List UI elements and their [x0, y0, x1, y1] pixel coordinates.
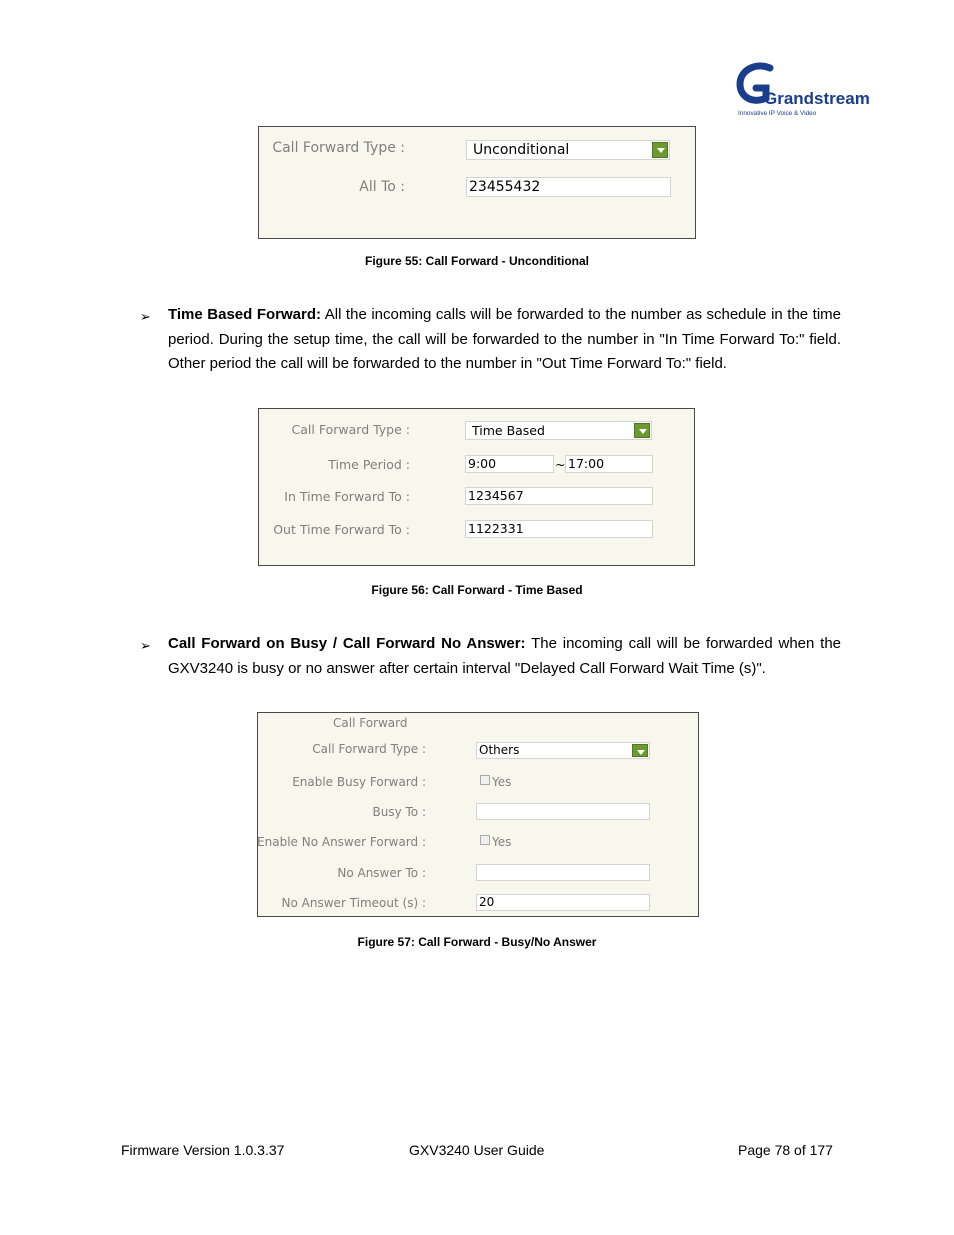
busy-no-answer-description	[168, 632, 841, 681]
call-forward-type-value: Others	[479, 743, 520, 757]
no-answer-to-input[interactable]	[476, 864, 650, 881]
call-forward-unconditional-panel	[258, 126, 696, 239]
no-answer-timeout-label: No Answer Timeout (s) :	[281, 896, 426, 910]
enable-busy-forward-option: Yes	[492, 775, 512, 789]
call-forward-type-select[interactable]	[466, 140, 670, 160]
call-forward-type-select[interactable]	[465, 421, 652, 440]
figure-56-caption: Figure 56: Call Forward - Time Based	[371, 583, 583, 597]
footer-page-number: Page 78 of 177	[738, 1142, 833, 1158]
time-period-separator: ~	[555, 457, 566, 472]
call-forward-time-based-panel	[258, 408, 695, 566]
call-forward-type-label: Call Forward Type :	[312, 742, 426, 756]
enable-busy-forward-checkbox[interactable]	[480, 775, 490, 785]
busy-to-input[interactable]	[476, 803, 650, 820]
call-forward-type-value: Unconditional	[473, 142, 570, 158]
grandstream-logo	[736, 60, 870, 118]
time-based-description	[168, 303, 841, 377]
time-based-text: All the incoming calls will be forwarded to the number as schedule in the time period. During the setup time, the call will be forwarded to the number in "In Time Forward To:" field. Other period the call will be forwarded to the number in "Out Time Forward To:" field.	[168, 306, 842, 372]
dropdown-arrow-icon[interactable]	[634, 423, 650, 438]
time-period-start-input[interactable]: 9:00	[465, 455, 554, 473]
busy-no-answer-text: The incoming call will be forwarded when the GXV3240 is busy or no answer after certain interval "Delayed Call Forward Wait Time (s)".	[168, 635, 841, 677]
enable-no-answer-forward-option: Yes	[492, 835, 512, 849]
panel-title: Call Forward	[333, 716, 408, 730]
no-answer-to-label: No Answer To :	[337, 866, 426, 880]
out-time-forward-input[interactable]: 1122331	[465, 520, 653, 538]
in-time-forward-input[interactable]: 1234567	[465, 487, 653, 505]
logo-brand: Grandstream	[764, 89, 870, 108]
out-time-forward-label: Out Time Forward To :	[273, 522, 410, 537]
all-to-label: All To :	[359, 179, 405, 195]
call-forward-type-label: Call Forward Type :	[291, 422, 410, 437]
no-answer-timeout-input[interactable]: 20	[476, 894, 650, 911]
enable-no-answer-forward-label: Enable No Answer Forward :	[257, 835, 426, 849]
call-forward-type-value: Time Based	[472, 423, 545, 438]
figure-55-caption: Figure 55: Call Forward - Unconditional	[364, 254, 589, 268]
time-period-end-input[interactable]: 17:00	[565, 455, 653, 473]
time-period-label: Time Period :	[328, 457, 410, 472]
bullet-arrow-icon: ➢	[140, 638, 151, 653]
time-based-title: Time Based Forward:	[168, 306, 322, 323]
bullet-arrow-icon: ➢	[140, 309, 151, 324]
call-forward-type-label: Call Forward Type :	[272, 140, 405, 156]
all-to-input[interactable]: 23455432	[466, 177, 671, 197]
call-forward-type-select[interactable]	[476, 742, 650, 759]
figure-57-caption: Figure 57: Call Forward - Busy/No Answer	[357, 935, 597, 949]
busy-no-answer-title: Call Forward on Busy / Call Forward No Answer:	[168, 635, 526, 652]
logo-tagline: Innovative IP Voice & Video	[738, 110, 817, 117]
dropdown-arrow-icon[interactable]	[632, 744, 648, 757]
enable-no-answer-forward-checkbox[interactable]	[480, 835, 490, 845]
enable-busy-forward-label: Enable Busy Forward :	[292, 775, 426, 789]
in-time-forward-label: In Time Forward To :	[284, 489, 410, 504]
footer-firmware-version: Firmware Version 1.0.3.37	[121, 1142, 285, 1158]
call-forward-busy-panel	[257, 712, 699, 917]
busy-to-label: Busy To :	[372, 805, 426, 819]
footer-guide-title: GXV3240 User Guide	[409, 1142, 545, 1158]
dropdown-arrow-icon[interactable]	[652, 142, 668, 158]
